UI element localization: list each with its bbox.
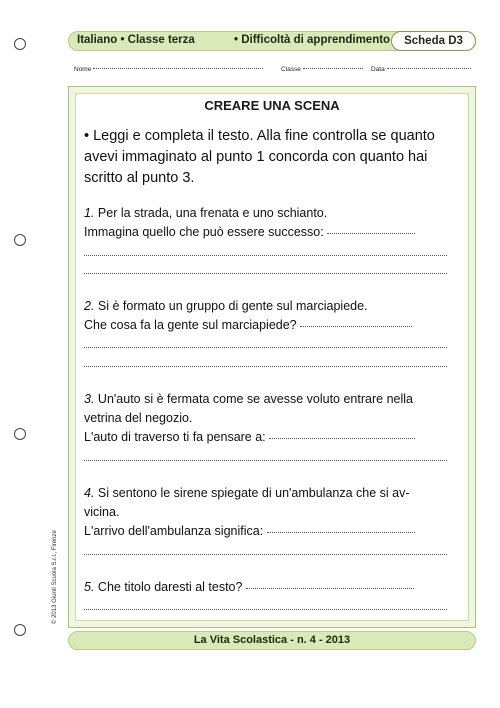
binder-hole-lower-middle [14, 428, 26, 440]
date-label: Data [371, 66, 385, 73]
answer-line [84, 554, 447, 555]
answer-line [84, 460, 447, 461]
question-4-prompt: L'arrivo dell'ambulanza significa: [84, 524, 415, 538]
instructions: • Leggi e completa il testo. Alla fine controlla se quanto avevi immaginato al punto 1 concorda con quanto hai scritto al punto 3. [84, 128, 435, 186]
footer-publication: La Vita Scolastica - n. 4 - 2013 [68, 631, 476, 650]
date-blank [387, 68, 471, 69]
answer-line [84, 347, 447, 348]
copyright-notice: © 2013 Giunti Scuola S.r.l., Firenze [52, 530, 58, 624]
sheet-badge: Scheda D3 [391, 31, 476, 51]
header-topic: • Difficoltà di apprendimento [234, 34, 391, 46]
worksheet-title: CREARE UNA SCENA [204, 98, 340, 113]
question-5-number: 5. [84, 580, 95, 594]
binder-hole-top [14, 38, 26, 50]
binder-hole-upper-middle [14, 234, 26, 246]
question-3-text-line1: 3. Un'auto si è fermata come se avesse voluto entrare nella [84, 392, 413, 406]
question-2-text [84, 299, 368, 313]
question-3-prompt: L'auto di traverso ti fa pensare a: [84, 430, 415, 444]
name-field [74, 66, 263, 73]
question-3-text-line2: vetrina del negozio. [84, 411, 193, 425]
answer-line [84, 273, 447, 274]
date-field [371, 66, 471, 73]
answer-line [246, 588, 414, 589]
name-label: Nome [74, 66, 92, 73]
question-1-statement: Per la strada, una frenata e uno schianto. [97, 206, 328, 220]
question-1-prompt: Immagina quello che può essere successo: [84, 225, 415, 239]
answer-line [327, 233, 415, 234]
question-1-text [84, 206, 327, 220]
question-4-text-line2: vicina. [84, 505, 120, 519]
question-4-number: 4. [84, 486, 95, 500]
question-1-number: 1. [84, 206, 95, 220]
header-subject: Italiano • Classe terza [77, 34, 195, 46]
question-5-text [84, 580, 414, 594]
class-blank [303, 68, 363, 69]
question-4-text-line1: 4. Si sentono le sirene spiegate di un'ambulanza che si av- [84, 486, 410, 500]
name-blank [93, 68, 263, 69]
class-label: Classe [281, 66, 301, 73]
answer-line [84, 255, 447, 256]
answer-line [300, 326, 412, 327]
question-2-number: 2. [84, 299, 95, 313]
class-field [281, 66, 363, 73]
question-5-prompt: Che titolo daresti al testo? [97, 580, 243, 594]
answer-line [84, 609, 447, 610]
answer-line [269, 438, 415, 439]
question-2-prompt: Che cosa fa la gente sul marciapiede? [84, 318, 412, 332]
binder-hole-bottom [14, 624, 26, 636]
answer-line [267, 532, 415, 533]
question-2-statement: Si è formato un gruppo di gente sul marciapiede. [97, 299, 368, 313]
answer-line [84, 366, 447, 367]
question-3-number: 3. [84, 392, 95, 406]
